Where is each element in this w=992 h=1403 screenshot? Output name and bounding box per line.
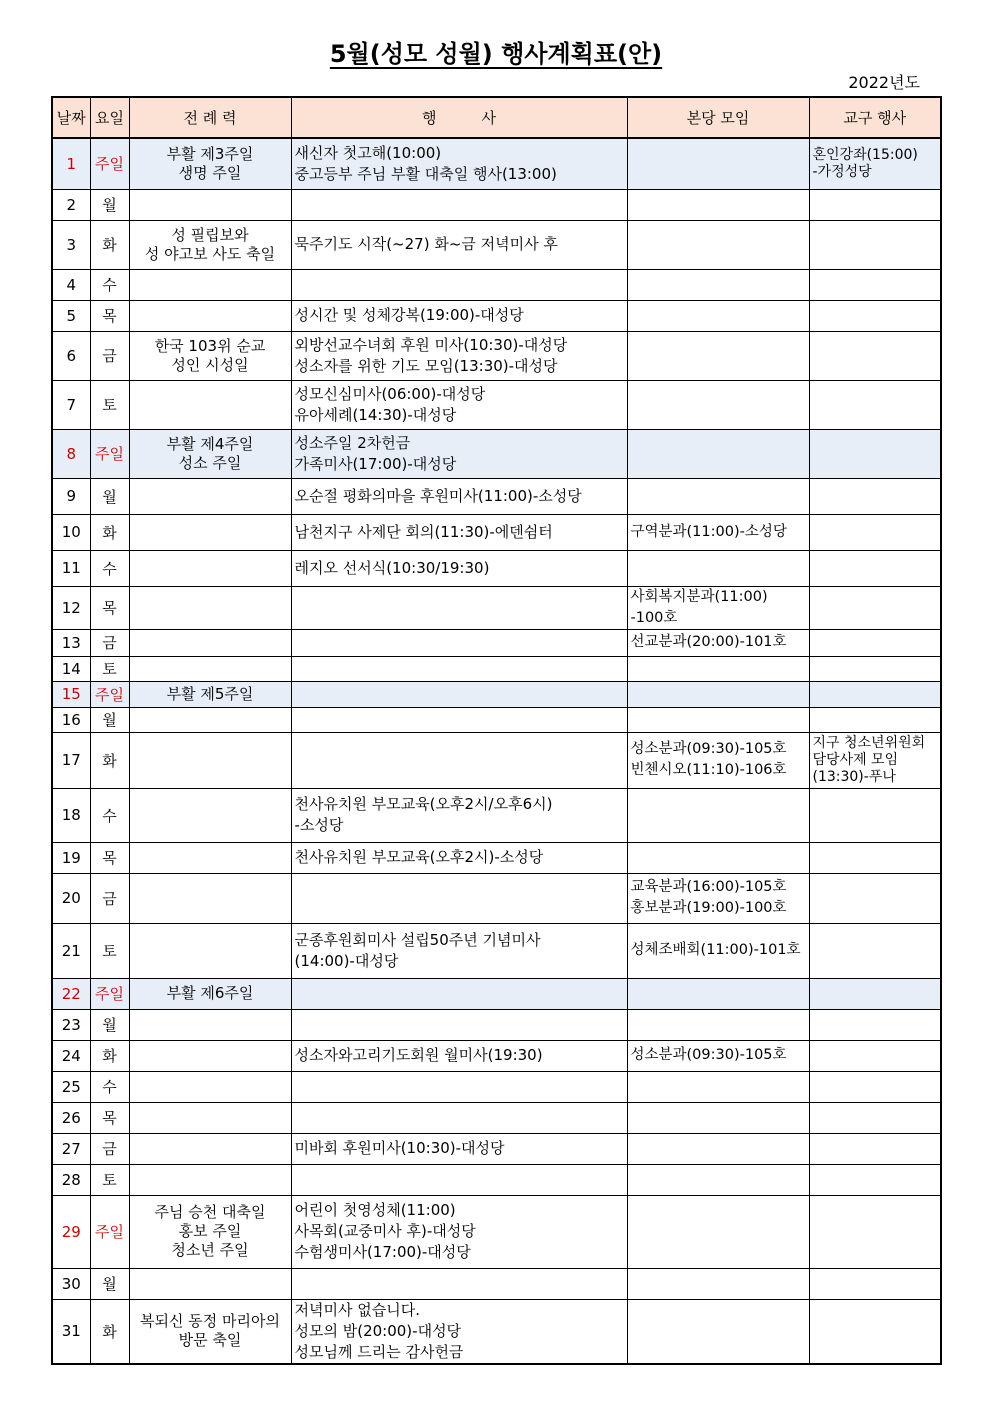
events-cell — [291, 138, 627, 189]
table-row — [52, 1009, 941, 1040]
table-row — [52, 732, 941, 788]
cell-line: 외방선교수녀회 후원 미사(10:30)-대성당 — [294, 335, 568, 354]
table-row — [52, 923, 941, 978]
cell-line: 담당사제 모임 — [812, 751, 899, 768]
events-cell — [291, 732, 627, 788]
table-row — [52, 788, 941, 842]
liturgy-cell — [129, 300, 291, 331]
diocese-event-cell — [809, 586, 941, 629]
liturgy-cell — [129, 514, 291, 550]
liturgy-cell — [129, 269, 291, 300]
parish-meeting-cell — [627, 1195, 809, 1268]
table-row — [52, 429, 941, 478]
liturgy-cell — [129, 220, 291, 269]
liturgy-cell — [129, 1102, 291, 1133]
events-cell — [291, 1040, 627, 1071]
weekday-cell: 주일 — [90, 1195, 129, 1268]
parish-meeting-cell — [627, 923, 809, 978]
cell-line: 부활 제5주일 — [166, 684, 254, 703]
diocese-event-cell — [809, 629, 941, 656]
liturgy-cell — [129, 978, 291, 1009]
cell-line: 성소주일 2차헌금 — [294, 433, 411, 452]
cell-line: 미바회 후원미사(10:30)-대성당 — [294, 1139, 505, 1157]
table-row — [52, 220, 941, 269]
cell-line: 청소년 주일 — [171, 1241, 249, 1259]
cell-line: 방문 축일 — [178, 1331, 242, 1349]
events-cell — [291, 300, 627, 331]
diocese-event-cell — [809, 331, 941, 380]
cell-line: 성 필립보와 — [171, 225, 249, 244]
table-row — [52, 1040, 941, 1071]
diocese-event-cell — [809, 1040, 941, 1071]
table-row — [52, 656, 941, 681]
table-row — [52, 586, 941, 629]
diocese-event-cell — [809, 1102, 941, 1133]
weekday-cell: 월 — [90, 1268, 129, 1299]
diocese-event-cell — [809, 923, 941, 978]
header-date: 날짜 — [52, 97, 90, 138]
diocese-event-cell — [809, 1299, 941, 1364]
parish-meeting-cell — [627, 681, 809, 707]
parish-meeting-cell — [627, 300, 809, 331]
cell-line: 레지오 선서식(10:30/19:30) — [294, 558, 490, 577]
cell-line: 부활 제4주일 — [166, 434, 254, 453]
parish-meeting-cell — [627, 586, 809, 629]
date-cell: 9 — [52, 478, 90, 514]
weekday-cell: 수 — [90, 788, 129, 842]
events-cell — [291, 873, 627, 923]
parish-meeting-cell — [627, 978, 809, 1009]
events-cell — [291, 629, 627, 656]
events-cell — [291, 1071, 627, 1102]
weekday-cell: 금 — [90, 873, 129, 923]
events-cell — [291, 380, 627, 429]
date-cell: 4 — [52, 269, 90, 300]
cell-line: 중고등부 주님 부활 대축일 행사(13:00) — [294, 164, 557, 183]
cell-line: 지구 청소년위원회 — [812, 734, 926, 751]
liturgy-cell — [129, 1009, 291, 1040]
diocese-event-cell — [809, 429, 941, 478]
header-day: 요일 — [90, 97, 129, 138]
liturgy-cell — [129, 550, 291, 586]
cell-line: 성소분과(09:30)-105호 — [630, 1047, 787, 1063]
diocese-event-cell — [809, 189, 941, 220]
diocese-event-cell — [809, 1195, 941, 1268]
cell-line: 오순절 평화의마을 후원미사(11:00)-소성당 — [294, 486, 582, 505]
events-cell — [291, 707, 627, 732]
header-events: 행 사 — [291, 97, 627, 138]
parish-meeting-cell — [627, 1040, 809, 1071]
table-row — [52, 514, 941, 550]
parish-meeting-cell — [627, 478, 809, 514]
weekday-cell: 화 — [90, 1040, 129, 1071]
events-cell — [291, 586, 627, 629]
parish-meeting-cell — [627, 1102, 809, 1133]
date-cell: 27 — [52, 1133, 90, 1164]
date-cell: 18 — [52, 788, 90, 842]
events-cell — [291, 189, 627, 220]
liturgy-cell — [129, 1195, 291, 1268]
diocese-event-cell — [809, 380, 941, 429]
document-title: 5월(성모 성월) 행사계획표(안) — [329, 40, 663, 68]
events-cell — [291, 550, 627, 586]
date-cell: 26 — [52, 1102, 90, 1133]
year-label: 2022년도 — [848, 73, 920, 92]
cell-line: 유아세례(14:30)-대성당 — [294, 405, 457, 424]
diocese-event-cell — [809, 1133, 941, 1164]
parish-meeting-cell — [627, 1133, 809, 1164]
date-cell: 3 — [52, 220, 90, 269]
cell-line: (14:00)-대성당 — [294, 951, 399, 970]
cell-line: 홍보분과(19:00)-100호 — [630, 900, 787, 916]
diocese-event-cell — [809, 269, 941, 300]
weekday-cell: 월 — [90, 1009, 129, 1040]
cell-line: 가족미사(17:00)-대성당 — [294, 454, 457, 473]
cell-line: 혼인강좌(15:00) — [812, 146, 918, 163]
events-cell — [291, 514, 627, 550]
liturgy-cell — [129, 331, 291, 380]
diocese-event-cell — [809, 656, 941, 681]
cell-line: 묵주기도 시작(~27) 화~금 저녁미사 후 — [294, 235, 558, 253]
cell-line: 성인 시성일 — [171, 355, 249, 374]
table-row — [52, 300, 941, 331]
liturgy-cell — [129, 380, 291, 429]
date-cell: 15 — [52, 681, 90, 707]
table-row — [52, 1102, 941, 1133]
weekday-cell: 화 — [90, 514, 129, 550]
events-cell — [291, 220, 627, 269]
cell-line: 성소자와고리기도회원 월미사(19:30) — [294, 1046, 543, 1064]
table-row — [52, 1299, 941, 1364]
diocese-event-cell — [809, 514, 941, 550]
events-cell — [291, 681, 627, 707]
weekday-cell: 월 — [90, 707, 129, 732]
date-cell: 20 — [52, 873, 90, 923]
table-row — [52, 1133, 941, 1164]
cell-line: 복되신 동정 마리아의 — [140, 1312, 280, 1330]
cell-line: 천사유치원 부모교육(오후2시/오후6시) — [294, 795, 553, 813]
diocese-event-cell — [809, 1071, 941, 1102]
cell-line: 구역분과(11:00)-소성당 — [630, 523, 787, 540]
date-cell: 6 — [52, 331, 90, 380]
liturgy-cell — [129, 1071, 291, 1102]
table-row — [52, 478, 941, 514]
cell-line: 성모신심미사(06:00)-대성당 — [294, 384, 486, 403]
liturgy-cell — [129, 1299, 291, 1364]
table-row — [52, 1164, 941, 1195]
events-cell — [291, 1268, 627, 1299]
cell-line: 홍보 주일 — [178, 1222, 242, 1240]
diocese-event-cell — [809, 1009, 941, 1040]
date-cell: 2 — [52, 189, 90, 220]
diocese-event-cell — [809, 732, 941, 788]
liturgy-cell — [129, 1040, 291, 1071]
parish-meeting-cell — [627, 269, 809, 300]
header-parish-meetings: 본당 모임 — [627, 97, 809, 138]
parish-meeting-cell — [627, 732, 809, 788]
events-cell — [291, 842, 627, 873]
table-row — [52, 138, 941, 189]
table-row — [52, 1268, 941, 1299]
cell-line: 부활 제3주일 — [166, 144, 254, 163]
date-cell: 16 — [52, 707, 90, 732]
cell-line: 저녁미사 없습니다. — [294, 1300, 420, 1319]
date-cell: 24 — [52, 1040, 90, 1071]
cell-line: (13:30)-푸나 — [812, 768, 896, 785]
weekday-cell: 토 — [90, 923, 129, 978]
liturgy-cell — [129, 656, 291, 681]
liturgy-cell — [129, 138, 291, 189]
parish-meeting-cell — [627, 380, 809, 429]
diocese-event-cell — [809, 788, 941, 842]
events-cell — [291, 429, 627, 478]
cell-line: 성 야고보 사도 축일 — [144, 244, 276, 263]
date-cell: 10 — [52, 514, 90, 550]
events-cell — [291, 1102, 627, 1133]
header-liturgy: 전 례 력 — [129, 97, 291, 138]
diocese-event-cell — [809, 707, 941, 732]
liturgy-cell — [129, 586, 291, 629]
table-row — [52, 269, 941, 300]
liturgy-cell — [129, 1164, 291, 1195]
parish-meeting-cell — [627, 1009, 809, 1040]
date-cell: 25 — [52, 1071, 90, 1102]
events-cell — [291, 1195, 627, 1268]
weekday-cell: 화 — [90, 732, 129, 788]
events-cell — [291, 1164, 627, 1195]
events-cell — [291, 1009, 627, 1040]
cell-line: 남천지구 사제단 회의(11:30)-에덴쉼터 — [294, 522, 553, 541]
date-cell: 12 — [52, 586, 90, 629]
cell-line: 어린이 첫영성체(11:00) — [294, 1201, 456, 1219]
weekday-cell: 주일 — [90, 138, 129, 189]
parish-meeting-cell — [627, 220, 809, 269]
cell-line: 새신자 첫고해(10:00) — [294, 143, 442, 162]
weekday-cell: 수 — [90, 550, 129, 586]
table-row — [52, 550, 941, 586]
diocese-event-cell — [809, 138, 941, 189]
liturgy-cell — [129, 873, 291, 923]
parish-meeting-cell — [627, 429, 809, 478]
liturgy-cell — [129, 923, 291, 978]
parish-meeting-cell — [627, 550, 809, 586]
table-row — [52, 873, 941, 923]
liturgy-cell — [129, 1133, 291, 1164]
liturgy-cell — [129, 629, 291, 656]
weekday-cell: 목 — [90, 586, 129, 629]
date-cell: 31 — [52, 1299, 90, 1364]
date-cell: 22 — [52, 978, 90, 1009]
diocese-event-cell — [809, 220, 941, 269]
weekday-cell: 화 — [90, 1299, 129, 1364]
diocese-event-cell — [809, 842, 941, 873]
cell-line: 성모님께 드리는 감사헌금 — [294, 1342, 464, 1361]
cell-line: 한국 103위 순교 — [154, 336, 266, 355]
diocese-event-cell — [809, 978, 941, 1009]
parish-meeting-cell — [627, 1268, 809, 1299]
cell-line: 성시간 및 성체강복(19:00)-대성당 — [294, 306, 524, 324]
cell-line: 부활 제6주일 — [166, 984, 254, 1002]
date-cell: 7 — [52, 380, 90, 429]
weekday-cell: 토 — [90, 656, 129, 681]
cell-line: 군종후원회미사 설립50주년 기념미사 — [294, 930, 541, 949]
parish-meeting-cell — [627, 189, 809, 220]
events-cell — [291, 656, 627, 681]
liturgy-cell — [129, 478, 291, 514]
diocese-event-cell — [809, 1164, 941, 1195]
cell-line: 성모의 밤(20:00)-대성당 — [294, 1321, 462, 1340]
parish-meeting-cell — [627, 873, 809, 923]
cell-line: 성소자를 위한 기도 모임(13:30)-대성당 — [294, 356, 558, 375]
table-row — [52, 681, 941, 707]
diocese-event-cell — [809, 550, 941, 586]
cell-line: -소성당 — [294, 816, 344, 834]
parish-meeting-cell — [627, 1071, 809, 1102]
weekday-cell: 목 — [90, 1102, 129, 1133]
weekday-cell: 토 — [90, 1164, 129, 1195]
cell-line: 성소분과(09:30)-105호 — [630, 741, 787, 757]
table-row — [52, 978, 941, 1009]
weekday-cell: 금 — [90, 1133, 129, 1164]
event-schedule-table — [51, 96, 942, 1365]
cell-line: 수험생미사(17:00)-대성당 — [294, 1243, 471, 1261]
cell-line: 천사유치원 부모교육(오후2시)-소성당 — [294, 848, 544, 866]
liturgy-cell — [129, 732, 291, 788]
weekday-cell: 화 — [90, 220, 129, 269]
parish-meeting-cell — [627, 1299, 809, 1364]
parish-meeting-cell — [627, 331, 809, 380]
date-cell: 21 — [52, 923, 90, 978]
table-header-row — [52, 97, 941, 138]
weekday-cell: 토 — [90, 380, 129, 429]
cell-line: 성체조배회(11:00)-101호 — [630, 942, 801, 958]
date-cell: 5 — [52, 300, 90, 331]
parish-meeting-cell — [627, 707, 809, 732]
cell-line: 사회복지분과(11:00) — [630, 588, 768, 605]
parish-meeting-cell — [627, 514, 809, 550]
cell-line: -100호 — [630, 609, 678, 626]
table-row — [52, 331, 941, 380]
liturgy-cell — [129, 707, 291, 732]
events-cell — [291, 788, 627, 842]
table-row — [52, 629, 941, 656]
table-row — [52, 707, 941, 732]
weekday-cell: 금 — [90, 331, 129, 380]
events-cell — [291, 978, 627, 1009]
parish-meeting-cell — [627, 788, 809, 842]
parish-meeting-cell — [627, 629, 809, 656]
date-cell: 29 — [52, 1195, 90, 1268]
diocese-event-cell — [809, 681, 941, 707]
date-cell: 1 — [52, 138, 90, 189]
cell-line: 선교분과(20:00)-101호 — [630, 634, 787, 650]
date-cell: 23 — [52, 1009, 90, 1040]
weekday-cell: 월 — [90, 189, 129, 220]
date-cell: 28 — [52, 1164, 90, 1195]
cell-line: 성소 주일 — [178, 453, 242, 472]
events-cell — [291, 923, 627, 978]
table-row — [52, 1071, 941, 1102]
weekday-cell: 목 — [90, 300, 129, 331]
liturgy-cell — [129, 681, 291, 707]
cell-line: 생명 주일 — [178, 163, 242, 182]
liturgy-cell — [129, 842, 291, 873]
table-row — [52, 189, 941, 220]
date-cell: 11 — [52, 550, 90, 586]
cell-line: 교육분과(16:00)-105호 — [630, 879, 787, 895]
cell-line: 빈첸시오(11:10)-106호 — [630, 762, 787, 778]
diocese-event-cell — [809, 478, 941, 514]
weekday-cell: 주일 — [90, 681, 129, 707]
header-diocese-events: 교구 행사 — [809, 97, 941, 138]
events-cell — [291, 269, 627, 300]
parish-meeting-cell — [627, 842, 809, 873]
events-cell — [291, 478, 627, 514]
events-cell — [291, 1299, 627, 1364]
events-cell — [291, 331, 627, 380]
diocese-event-cell — [809, 1268, 941, 1299]
weekday-cell: 금 — [90, 629, 129, 656]
liturgy-cell — [129, 189, 291, 220]
weekday-cell: 주일 — [90, 429, 129, 478]
parish-meeting-cell — [627, 1164, 809, 1195]
date-cell: 19 — [52, 842, 90, 873]
date-cell: 30 — [52, 1268, 90, 1299]
date-cell: 14 — [52, 656, 90, 681]
table-row — [52, 842, 941, 873]
cell-line: 주님 승천 대축일 — [154, 1203, 266, 1221]
weekday-cell: 월 — [90, 478, 129, 514]
cell-line: 사목회(교중미사 후)-대성당 — [294, 1222, 476, 1240]
date-cell: 8 — [52, 429, 90, 478]
table-row — [52, 1195, 941, 1268]
diocese-event-cell — [809, 873, 941, 923]
liturgy-cell — [129, 788, 291, 842]
date-cell: 13 — [52, 629, 90, 656]
parish-meeting-cell — [627, 656, 809, 681]
weekday-cell: 목 — [90, 842, 129, 873]
liturgy-cell — [129, 1268, 291, 1299]
parish-meeting-cell — [627, 138, 809, 189]
diocese-event-cell — [809, 300, 941, 331]
liturgy-cell — [129, 429, 291, 478]
weekday-cell: 수 — [90, 269, 129, 300]
date-cell: 17 — [52, 732, 90, 788]
weekday-cell: 수 — [90, 1071, 129, 1102]
table-row — [52, 380, 941, 429]
cell-line: -가정성당 — [812, 163, 872, 180]
events-cell — [291, 1133, 627, 1164]
weekday-cell: 주일 — [90, 978, 129, 1009]
